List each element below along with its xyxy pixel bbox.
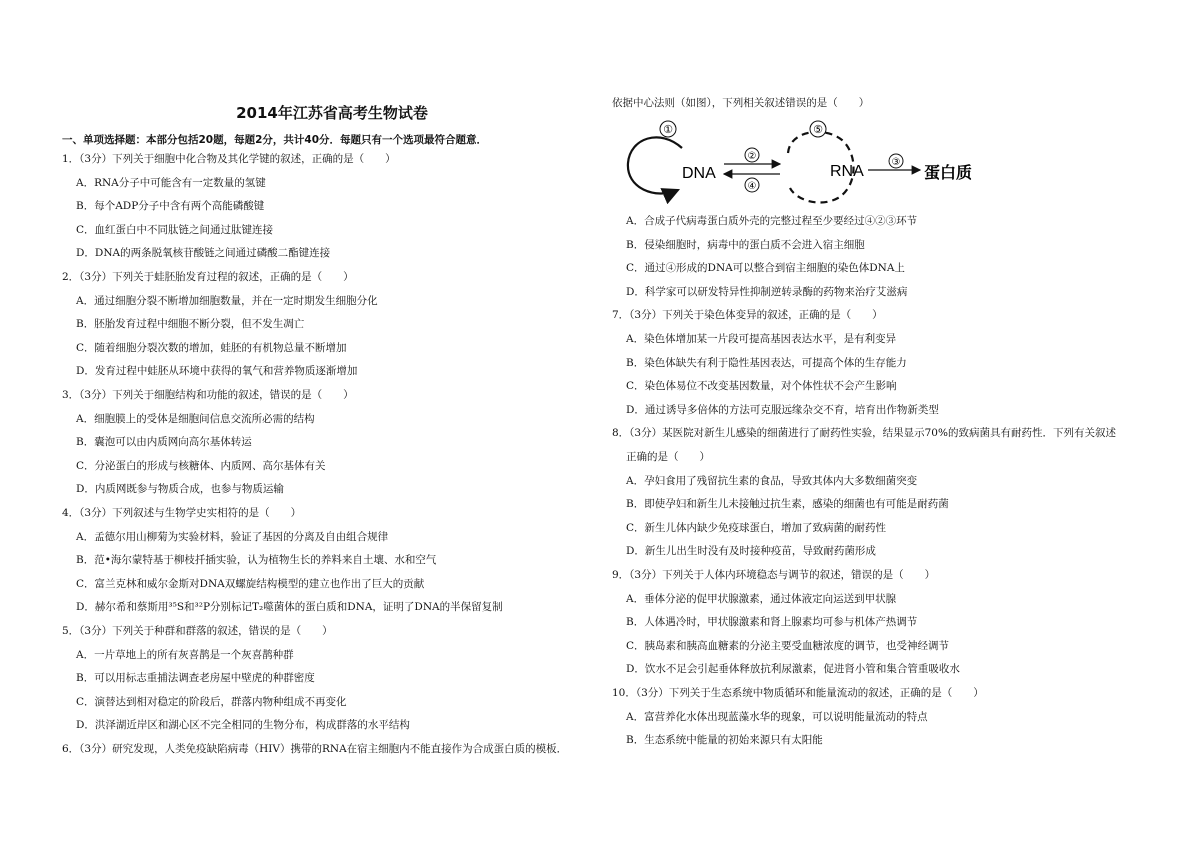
answer-option: 正确的是（ ） [626, 451, 710, 463]
dna-label: DNA [682, 165, 716, 182]
question-stem: 2．（3分）下列关于蛙胚胎发育过程的叙述，正确的是（ ） [62, 271, 354, 283]
answer-option: C．血红蛋白中不同肽链之间通过肽键连接 [76, 224, 274, 236]
question-6-intro: 依据中心法则（如图），下列相关叙述错误的是（ ） [612, 97, 870, 109]
question-stem: 6．（3分）研究发现，人类免疫缺陷病毒（HIV）携带的RNA在宿主细胞内不能直接作为合成蛋白质的模板． [62, 743, 568, 755]
answer-option: B．每个ADP分子中含有两个高能磷酸键 [76, 200, 265, 212]
answer-option: C．分泌蛋白的形成与核糖体、内质网、高尔基体有关 [76, 460, 326, 472]
question-stem: 9．（3分）下列关于人体内环境稳态与调节的叙述，错误的是（ ） [612, 569, 936, 581]
mark-3: ③ [891, 157, 901, 168]
page-title: 2014年江苏省高考生物试卷 [236, 104, 428, 122]
answer-option: D．赫尔希和蔡斯用³⁵S和³²P分别标记T₂噬菌体的蛋白质和DNA，证明了DNA的半保留复制 [76, 601, 503, 613]
replication-arc [628, 137, 682, 193]
answer-option: C．新生儿体内缺少免疫球蛋白，增加了致病菌的耐药性 [626, 522, 887, 534]
mark-4: ④ [747, 181, 757, 192]
section-heading: 一、单项选择题：本部分包括20题，每题2分，共计40分．每题只有一个选项最符合题意． [62, 134, 488, 146]
central-dogma-diagram [620, 118, 1000, 204]
answer-option: A．一片草地上的所有灰喜鹊是一个灰喜鹊种群 [76, 649, 294, 661]
mark-5: ⑤ [813, 124, 823, 136]
answer-option: A．通过细胞分裂不断增加细胞数量，并在一定时期发生细胞分化 [76, 295, 378, 307]
answer-option: A．富营养化水体出现蓝藻水华的现象，可以说明能量流动的特点 [626, 711, 928, 723]
answer-option: A．细胞膜上的受体是细胞间信息交流所必需的结构 [76, 413, 315, 425]
answer-option: B．侵染细胞时，病毒中的蛋白质不会进入宿主细胞 [626, 239, 865, 251]
question-stem: 3．（3分）下列关于细胞结构和功能的叙述，错误的是（ ） [62, 389, 354, 401]
question-stem: 1．（3分）下列关于细胞中化合物及其化学键的叙述，正确的是（ ） [62, 153, 396, 165]
question-stem: 4．（3分）下列叙述与生物学史实相符的是（ ） [62, 507, 302, 519]
answer-option: D．洪泽湖近岸区和湖心区不完全相同的生物分布，构成群落的水平结构 [76, 719, 410, 731]
answer-option: D．科学家可以研发特异性抑制逆转录酶的药物来治疗艾滋病 [626, 286, 908, 298]
answer-option: B．胚胎发育过程中细胞不断分裂，但不发生凋亡 [76, 318, 305, 330]
answer-option: A．合成子代病毒蛋白质外壳的完整过程至少要经过④②③环节 [626, 215, 918, 227]
answer-option: C．通过④形成的DNA可以整合到宿主细胞的染色体DNA上 [626, 262, 905, 274]
answer-option: D．新生儿出生时没有及时接种疫苗，导致耐药菌形成 [626, 545, 876, 557]
answer-option: A．孟德尔用山柳菊为实验材料，验证了基因的分离及自由组合规律 [76, 531, 389, 543]
answer-option: C．富兰克林和威尔金斯对DNA双螺旋结构模型的建立也作出了巨大的贡献 [76, 578, 425, 590]
rna-label: RNA [830, 163, 864, 180]
answer-option: B．范•海尔蒙特基于柳枝扦插实验，认为植物生长的养料来自土壤、水和空气 [76, 554, 437, 566]
answer-option: B．染色体缺失有利于隐性基因表达，可提高个体的生存能力 [626, 357, 907, 369]
answer-option: D．DNA的两条脱氧核苷酸链之间通过磷酸二酯键连接 [76, 247, 331, 259]
answer-option: C．胰岛素和胰高血糖素的分泌主要受血糖浓度的调节，也受神经调节 [626, 640, 950, 652]
answer-option: A．染色体增加某一片段可提高基因表达水平，是有利变异 [626, 333, 897, 345]
answer-option: A．RNA分子中可能含有一定数量的氢键 [76, 177, 266, 189]
answer-option: D．发育过程中蛙胚从环境中获得的氧气和营养物质逐渐增加 [76, 365, 358, 377]
question-stem: 7．（3分）下列关于染色体变异的叙述，正确的是（ ） [612, 309, 883, 321]
answer-option: A．垂体分泌的促甲状腺激素，通过体液定向运送到甲状腺 [626, 593, 897, 605]
question-stem: 5．（3分）下列关于种群和群落的叙述，错误的是（ ） [62, 625, 333, 637]
answer-option: B．可以用标志重捕法调查老房屋中壁虎的种群密度 [76, 672, 315, 684]
answer-option: B．囊泡可以由内质网向高尔基体转运 [76, 436, 252, 448]
answer-option: D．内质网既参与物质合成，也参与物质运输 [76, 483, 284, 495]
answer-option: D．饮水不足会引起垂体释放抗利尿激素，促进肾小管和集合管重吸收水 [626, 663, 960, 675]
answer-option: C．染色体易位不改变基因数量，对个体性状不会产生影响 [626, 380, 897, 392]
mark-1: ① [663, 124, 673, 136]
answer-option: C．随着细胞分裂次数的增加，蛙胚的有机物总量不断增加 [76, 342, 347, 354]
answer-option: A．孕妇食用了残留抗生素的食品，导致其体内大多数细菌突变 [626, 475, 918, 487]
answer-option: B．人体遇冷时，甲状腺激素和肾上腺素均可参与机体产热调节 [626, 616, 918, 628]
answer-option: B．生态系统中能量的初始来源只有太阳能 [626, 734, 823, 746]
question-stem: 10．（3分）下列关于生态系统中物质循环和能量流动的叙述，正确的是（ ） [612, 687, 984, 699]
answer-option: D．通过诱导多倍体的方法可克服远缘杂交不育，培育出作物新类型 [626, 404, 939, 416]
answer-option: C．演替达到相对稳定的阶段后，群落内物种组成不再变化 [76, 696, 347, 708]
protein-label: 蛋白质 [924, 165, 973, 182]
mark-2: ② [747, 151, 757, 162]
question-stem: 8．（3分）某医院对新生儿感染的细菌进行了耐药性实验，结果显示70%的致病菌具有耐药性．下列有关叙述 [612, 427, 1116, 439]
answer-option: B．即使孕妇和新生儿未接触过抗生素，感染的细菌也有可能是耐药菌 [626, 498, 949, 510]
